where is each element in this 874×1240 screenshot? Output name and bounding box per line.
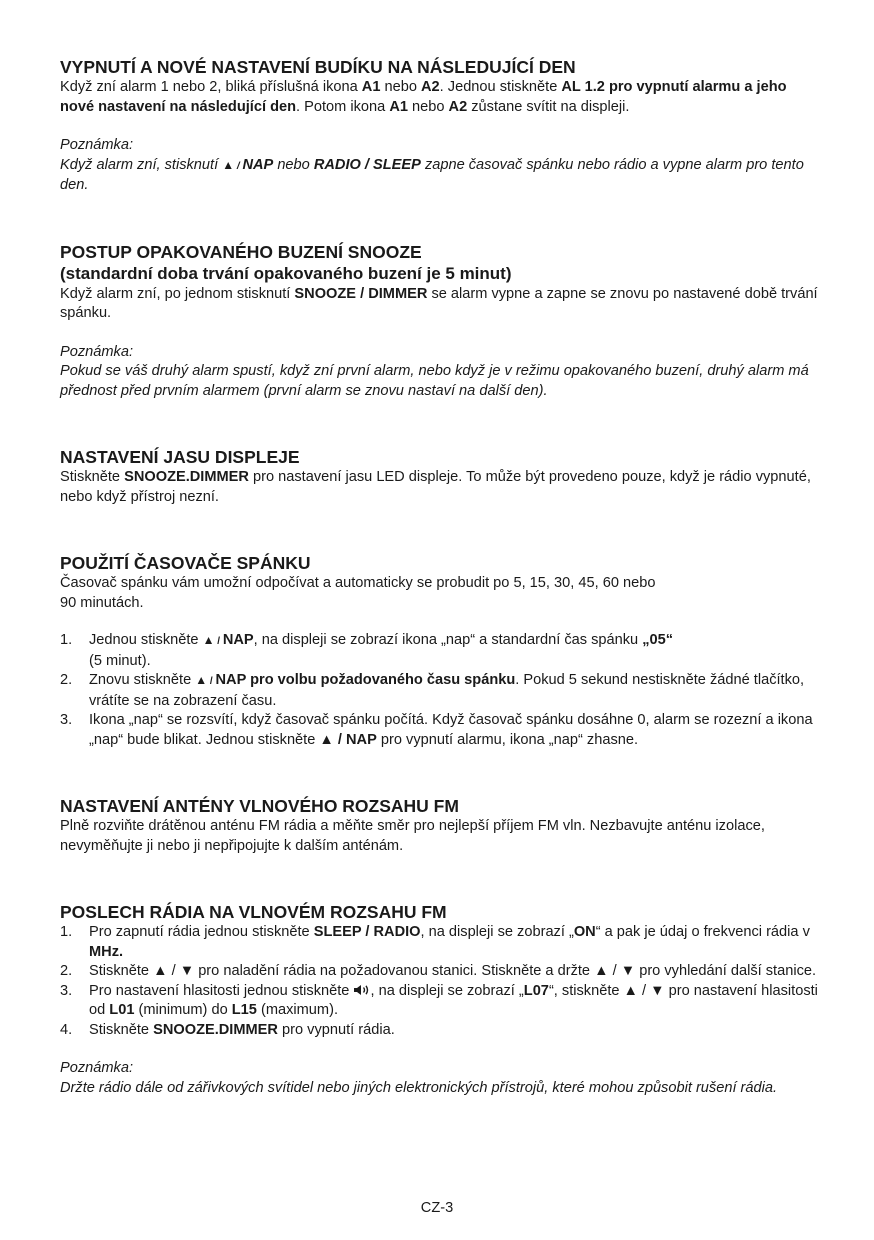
section-paragraph: Když zní alarm 1 nebo 2, bliká příslušná ikona A1 nebo A2. Jednou stiskněte AL 1.2 pro vypnutí alarmu a jeho nové nastavení na následující den. Potom ikona A1 nebo A2 zůstane svítit na displeji. [60, 79, 787, 115]
speaker-icon [353, 984, 370, 996]
list-item: 3. Pro nastavení hlasitosti jednou stiskněte , na displeji se zobrazí „L07“, stiskněte ▲ / ▼ pro nastavení hlasitosti od L01 (minimum) do L15 (maximum). [60, 982, 818, 1018]
section-dimmer [60, 446, 820, 507]
steps-list [60, 631, 820, 750]
list-item: 1. Jednou stiskněte ▲ / NAP, na displeji se zobrazí ikona „nap“ a standardní čas spánku „05“ (5 minut). [60, 632, 674, 669]
note-label: Poznámka: [60, 343, 134, 360]
section-paragraph: Časovač spánku vám umožní odpočívat a automaticky se probudit po 5, 15, 30, 45, 60 nebo 90 minutách. [60, 575, 656, 611]
note-text: Když alarm zní, stisknutí ▲ / NAP nebo RADIO / SLEEP zapne časovač spánku nebo rádio a vypne alarm pro tento den. [60, 156, 804, 193]
section-title: POSTUP OPAKOVANÉHO BUZENÍ SNOOZE [60, 241, 422, 262]
list-item: 1. Pro zapnutí rádia jednou stiskněte SLEEP / RADIO, na displeji se zobrazí „ON“ a pak je údaj o frekvenci rádia v MHz. [60, 924, 810, 960]
note-label: Poznámka: [60, 137, 134, 153]
section-subtitle: (standardní doba trvání opakovaného buzení je 5 minut) [60, 263, 512, 283]
section-title: VYPNUTÍ A NOVÉ NASTAVENÍ BUDÍKU NA NÁSLEDUJÍCÍ DEN [60, 57, 576, 77]
section-title: NASTAVENÍ ANTÉNY VLNOVÉHO ROZSAHU FM [60, 796, 459, 816]
section-alarm-off [60, 56, 820, 196]
section-fm-antenna [60, 795, 820, 856]
page-number: CZ-3 [420, 1200, 454, 1216]
note-label: Poznámka: [60, 1060, 134, 1076]
list-item: 4. Stiskněte SNOOZE.DIMMER pro vypnutí rádia. [60, 1021, 395, 1038]
section-sleep-timer [60, 552, 820, 750]
list-item: 2. Stiskněte ▲ / ▼ pro naladění rádia na požadovanou stanici. Stiskněte a držte ▲ / ▼ pro vyhledání další stanice. [60, 963, 817, 979]
note-text: Pokud se váš druhý alarm spustí, když zní první alarm, nebo když je v režimu opakovaného buzení, druhý alarm má přednost před prvním alarmem (první alarm se znovu nastaví na další den). [60, 363, 809, 399]
list-item: 3. Ikona „nap“ se rozsvítí, když časovač spánku počítá. Když časovač spánku dosáhne 0, alarm se rozezní a ikona „nap“ bude blikat. Jednou stiskněte ▲ / NAP pro vypnutí alarmu, ikona „nap“ zhasne. [60, 712, 813, 748]
steps-list [60, 923, 820, 1040]
section-paragraph: Když alarm zní, po jednom stisknutí SNOOZE / DIMMER se alarm vypne a zapne se znovu po nastavené době trvání spánku. [60, 285, 818, 321]
section-paragraph: Stiskněte SNOOZE.DIMMER pro nastavení jasu LED displeje. To může být provedeno pouze, když je rádio vypnuté, nebo když přístroj nezní. [60, 469, 811, 505]
section-title: POSLECH RÁDIA NA VLNOVÉM ROZSAHU FM [60, 902, 447, 922]
section-snooze [60, 241, 820, 402]
section-fm-radio [60, 901, 820, 1098]
section-paragraph: Plně rozviňte drátěnou anténu FM rádia a měňte směr pro nejlepší příjem FM vln. Nezbavujte anténu izolace, nevyměňujte ji nebo ji nepřipojujte k dalším anténám. [60, 818, 765, 854]
section-title: POUŽITÍ ČASOVAČE SPÁNKU [60, 553, 311, 573]
note-text: Držte rádio dále od zářivkových svítidel nebo jiných elektronických přístrojů, které mohou způsobit rušení rádia. [60, 1079, 778, 1096]
list-item: 2. Znovu stiskněte ▲ / NAP pro volbu požadovaného času spánku. Pokud 5 sekund nestiskněte žádné tlačítko, vrátíte se na zobrazení času. [60, 672, 805, 709]
page-content [60, 56, 820, 1098]
section-title: NASTAVENÍ JASU DISPLEJE [60, 447, 300, 467]
